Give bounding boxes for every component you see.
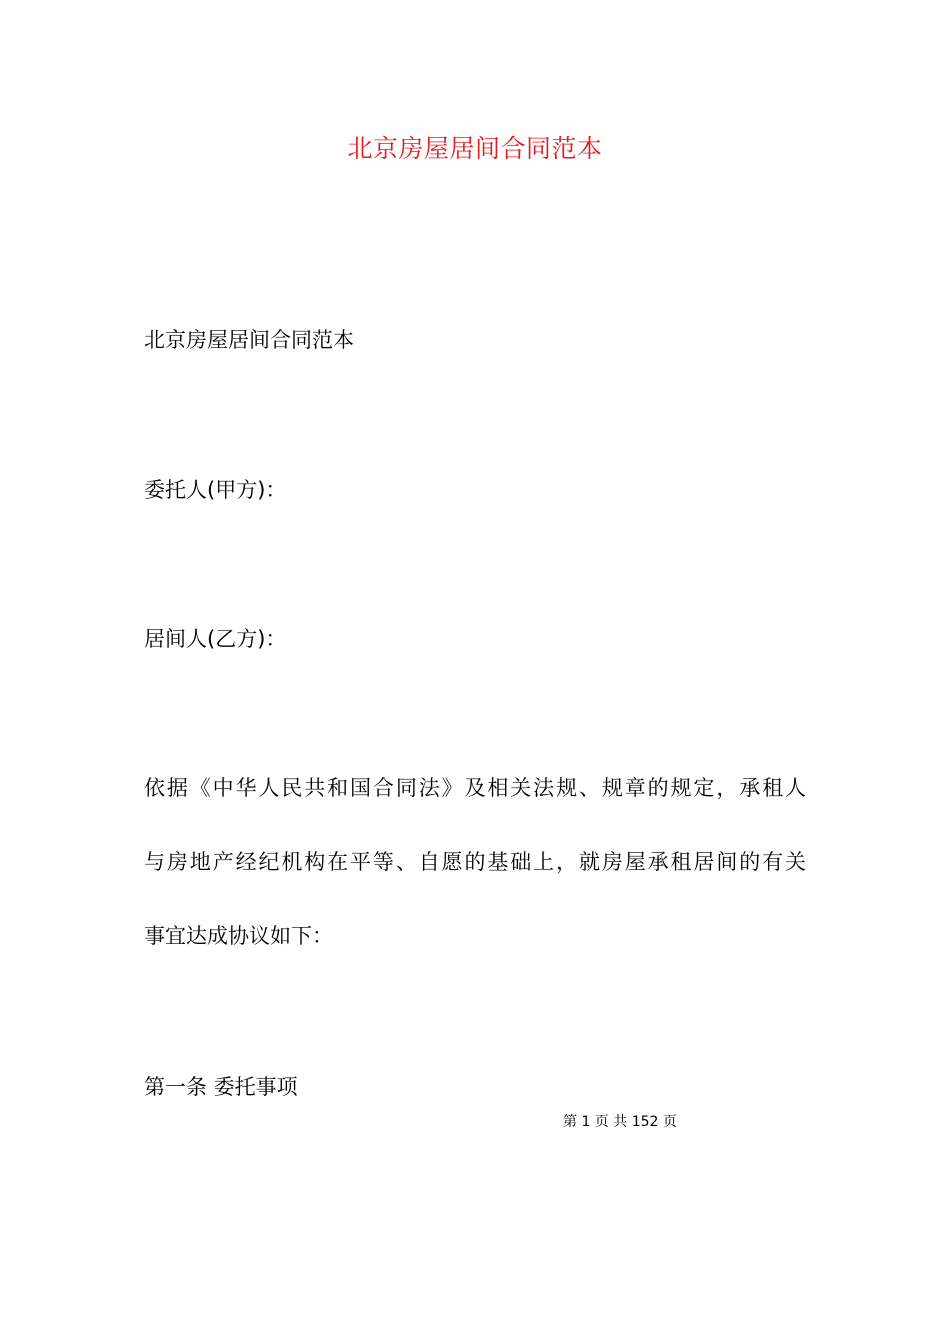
- page-footer: 第 1 页 共 152 页: [563, 1114, 677, 1130]
- article-1-heading: 第一条 委托事项: [144, 1075, 298, 1099]
- party-a-line: 委托人(甲方)：: [144, 478, 287, 502]
- intro-line-3: 事宜达成协议如下：: [144, 924, 333, 948]
- intro-line-1: 依据《中华人民共和国合同法》及相关法规、规章的规定，承租人: [144, 776, 806, 800]
- party-b-line: 居间人(乙方)：: [144, 627, 287, 651]
- document-heading: 北京房屋居间合同范本: [144, 328, 354, 352]
- page-title: 北京房屋居间合同范本: [347, 134, 603, 163]
- intro-line-2: 与房地产经纪机构在平等、自愿的基础上，就房屋承租居间的有关: [144, 850, 806, 874]
